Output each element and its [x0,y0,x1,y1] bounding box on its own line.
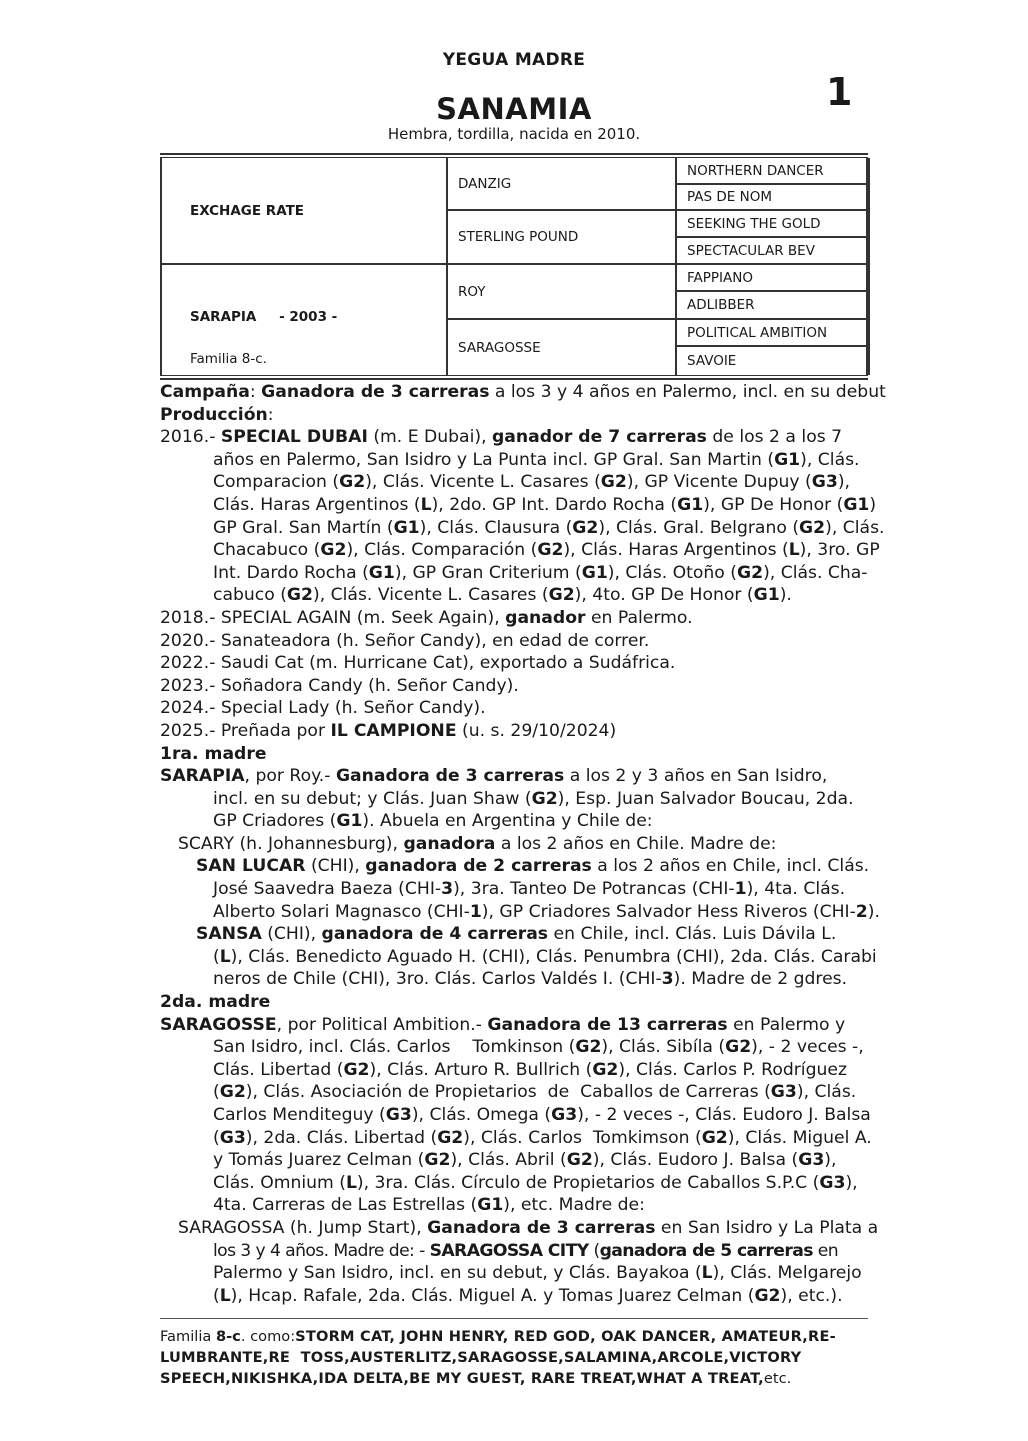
production-2020: 2020.- Sanateadora (h. Señor Candy), en edad de correr. [160,630,650,651]
footer-line: SPEECH,NIKISHKA,IDA DELTA,BE MY GUEST, RARE TREAT,WHAT A TREAT,etc. [160,1370,792,1387]
dam-year: - 2003 - [274,309,338,325]
text-line: los 3 y 4 años. Madre de: - SARAGOSSA CITY (ganadora de 5 carreras en [213,1240,838,1261]
pedigree-g3-1: NORTHERN DANCER [677,158,870,185]
pedigree-g3-7: POLITICAL AMBITION [677,320,870,347]
pedigree-g3-2: PAS DE NOM [677,185,870,211]
sire-name: EXCHAGE RATE [190,202,305,219]
pedigree-top-rule [160,153,868,155]
text-line: Comparacion (G2), Clás. Vicente L. Casares (G2), GP Vicente Dupuy (G3), [213,472,851,493]
first-dam-line: SARAPIA, por Roy.- Ganadora de 3 carreras a los 2 y 3 años en San Isidro, [160,766,828,787]
pedigree-dam [162,265,448,375]
text-line: San Isidro, incl. Clás. Carlos Tomkinson (G2), Clás. Sibíla (G2), - 2 veces -, [213,1037,864,1058]
pedigree-g3-6: ADLIBBER [677,292,870,320]
lot-number: 1 [826,70,853,114]
pedigree-table [160,158,868,375]
text-line: años en Palermo, San Isidro y La Punta incl. GP Gral. San Martin (G1), Clás. [213,449,860,470]
production-2022: 2022.- Saudi Cat (m. Hurricane Cat), exportado a Sudáfrica. [160,653,676,674]
campaign-line: Campaña: Ganadora de 3 carreras a los 3 y 4 años en Palermo, incl. en su debut [160,382,886,402]
production-2016: 2016.- SPECIAL DUBAI (m. E Dubai), ganador de 7 carreras de los 2 a los 7 [160,427,843,448]
second-dam-heading: 2da. madre [160,992,271,1013]
text-line: (G2), Clás. Asociación de Propietarios de Caballos de Carreras (G3), Clás. [213,1082,857,1103]
dam-family: Familia 8-c. [190,351,267,367]
family-footer [160,1326,872,1389]
text-line: Clás. Omnium (L), 3ra. Clás. Círculo de Propietarios de Caballos S.P.C (G3), [213,1172,858,1193]
footer-rule [160,1318,868,1319]
pedigree-dam-sire: ROY [448,265,677,320]
descendant-saragossa: SARAGOSSA (h. Jump Start), Ganadora de 3 carreras en San Isidro y La Plata a [178,1217,879,1238]
pedigree-sire [162,158,448,265]
text-line: GP Gral. San Martín (G1), Clás. Clausura (G2), Clás. Gral. Belgrano (G2), Clás. [213,517,885,538]
dam-line [172,309,337,325]
horse-name: SANAMIA [436,92,592,126]
footer-line: Familia 8-c. como:STORM CAT, JOHN HENRY, RED GOD, OAK DANCER, AMATEUR,RE- [160,1328,836,1345]
text-line: Clás. Libertad (G2), Clás. Arturo R. Bullrich (G2), Clás. Carlos P. Rodríguez [213,1059,847,1080]
text-line: GP Criadores (G1). Abuela en Argentina y Chile de: [213,811,653,832]
dam-name: SARAPIA [190,309,257,325]
production-2024: 2024.- Special Lady (h. Señor Candy). [160,698,486,719]
production-2018: 2018.- SPECIAL AGAIN (m. Seek Again), ganador en Palermo. [160,607,693,628]
pedigree-g3-3: SEEKING THE GOLD [677,211,870,238]
text-line: (L), Hcap. Rafale, 2da. Clás. Miguel A. y Tomas Juarez Celman (G2), etc.). [213,1285,843,1306]
production-2025: 2025.- Preñada por IL CAMPIONE (u. s. 29/10/2024) [160,720,617,741]
text-line: 4ta. Carreras de Las Estrellas (G1), etc. Madre de: [213,1195,645,1216]
footer-line: LUMBRANTE,RE TOSS,AUSTERLITZ,SARAGOSSE,SALAMINA,ARCOLE,VICTORY [160,1349,802,1366]
descendant-sansa: SANSA (CHI), ganadora de 4 carreras en Chile, incl. Clás. Luis Dávila L. [196,924,837,945]
pedigree-bottom-rule [160,378,868,380]
pedigree-g3-8: SAVOIE [677,347,870,375]
pedigree-bottom-rule-thin [160,375,868,376]
descendant-san-lucar: SAN LUCAR (CHI), ganadora de 2 carreras a los 2 años en Chile, incl. Clás. [196,856,870,877]
pedigree-dam-dam: SARAGOSSE [448,320,677,375]
text-line: y Tomás Juarez Celman (G2), Clás. Abril (G2), Clás. Eudoro J. Balsa (G3), [213,1150,837,1171]
text-line: Int. Dardo Rocha (G1), GP Gran Criterium (G1), Clás. Otoño (G2), Clás. Cha- [213,562,868,583]
text-line: neros de Chile (CHI), 3ro. Clás. Carlos Valdés I. (CHI-3). Madre de 2 gdres. [213,969,848,990]
second-dam-line: SARAGOSSE, por Political Ambition.- Ganadora de 13 carreras en Palermo y [160,1014,846,1035]
text-line: Carlos Menditeguy (G3), Clás. Omega (G3), - 2 veces -, Clás. Eudoro J. Balsa [213,1105,871,1125]
pedigree-g3-4: SPECTACULAR BEV [677,238,870,265]
text-line: (G3), 2da. Clás. Libertad (G2), Clás. Carlos Tomkimson (G2), Clás. Miguel A. [213,1127,872,1148]
text-line: José Saavedra Baeza (CHI-3), 3ra. Tanteo De Potrancas (CHI-1), 4ta. Clás. [213,879,846,900]
text-line: Palermo y San Isidro, incl. en su debut, y Clás. Bayakoa (L), Clás. Melgarejo [213,1263,862,1284]
pedigree-sire-dam: STERLING POUND [448,211,677,265]
descendant-scary: SCARY (h. Johannesburg), ganadora a los 2 años en Chile. Madre de: [178,833,777,854]
pedigree-g3-5: FAPPIANO [677,265,870,292]
text-line: cabuco (G2), Clás. Vicente L. Casares (G2), 4to. GP De Honor (G1). [213,585,792,606]
text-line: incl. en su debut; y Clás. Juan Shaw (G2), Esp. Juan Salvador Boucau, 2da. [213,788,854,809]
text-line: Alberto Solari Magnasco (CHI-1), GP Criadores Salvador Hess Riveros (CHI-2). [213,901,880,922]
text-line: Clás. Haras Argentinos (L), 2do. GP Int. Dardo Rocha (G1), GP De Honor (G1) [213,494,877,515]
production-heading: Producción: [160,404,274,425]
text-line: (L), Clás. Benedicto Aguado H. (CHI), Clás. Penumbra (CHI), 2da. Clás. Carabi [213,946,877,967]
production-2023: 2023.- Soñadora Candy (h. Señor Candy). [160,675,519,696]
catalog-body [160,381,886,1307]
first-dam-heading: 1ra. madre [160,743,267,764]
pedigree-sire-sire: DANZIG [448,158,677,211]
catalog-section-label: YEGUA MADRE [442,50,586,70]
horse-description: Hembra, tordilla, nacida en 2010. [387,125,641,143]
text-line: Chacabuco (G2), Clás. Comparación (G2), Clás. Haras Argentinos (L), 3ro. GP [213,540,880,561]
